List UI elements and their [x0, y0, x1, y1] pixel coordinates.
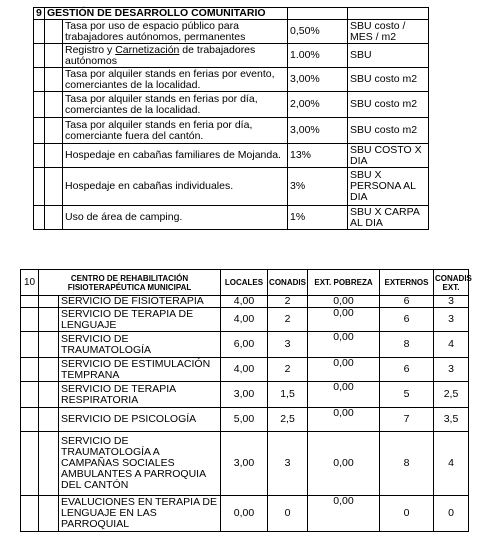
price-conadis-ext: 3 [434, 296, 469, 308]
price-locales: 6,00 [221, 332, 268, 358]
fee-description: Hospedaje en cabañas individuales. [63, 168, 288, 206]
table-row [34, 144, 429, 168]
table-row [34, 206, 429, 230]
table-row [21, 382, 469, 408]
price-conadis: 3 [268, 332, 308, 358]
fee-description: Uso de área de camping. [63, 206, 288, 230]
table-row [34, 168, 429, 206]
service-name: SERVICIO DE PSICOLOGÍA [59, 408, 221, 432]
table-row [21, 496, 469, 532]
price-conadis-ext: 4 [434, 332, 469, 358]
fee-basis: SBU [348, 44, 429, 68]
price-externos: 6 [380, 308, 434, 332]
fee-basis: SBU costo / MES / m2 [348, 20, 429, 44]
fee-basis: SBU COSTO X DIA [348, 144, 429, 168]
price-conadis-ext: 4 [434, 432, 469, 496]
price-locales: 5,00 [221, 408, 268, 432]
price-conadis: 2 [268, 308, 308, 332]
price-ext-pobreza: 0,00 [308, 308, 380, 332]
price-conadis: 2 [268, 358, 308, 382]
fee-basis: SBU X PERSONA AL DIA [348, 168, 429, 206]
table-row [34, 118, 429, 144]
section-title: GESTIÓN DE DESARROLLO COMUNITARIO [45, 8, 288, 20]
fee-rate: 2,00% [288, 92, 348, 118]
header-conadis: CONADIS [268, 270, 308, 296]
header-row [21, 270, 469, 296]
fee-rate: 3,00% [288, 68, 348, 92]
price-ext-pobreza: 0,00 [308, 432, 380, 496]
table-row [21, 358, 469, 382]
table-row [34, 20, 429, 44]
price-conadis: 1,5 [268, 382, 308, 408]
service-name: SERVICIO DE TRAUMATOLOGÍA A CAMPAÑAS SOCIALES AMBULANTES A PARROQUIA DEL CANTÓN [59, 432, 221, 496]
service-name: SERVICIO DE TERAPIA RESPIRATORIA [59, 382, 221, 408]
table-row [21, 296, 469, 308]
price-locales: 4,00 [221, 296, 268, 308]
price-externos: 6 [380, 358, 434, 382]
fee-basis: SBU costo m2 [348, 68, 429, 92]
price-externos: 8 [380, 432, 434, 496]
price-externos: 6 [380, 296, 434, 308]
price-externos: 7 [380, 408, 434, 432]
section-header-row [34, 8, 429, 20]
price-conadis: 2,5 [268, 408, 308, 432]
price-ext-pobreza: 0,00 [308, 332, 380, 358]
price-conadis-ext: 3,5 [434, 408, 469, 432]
service-name: SERVICIO DE FISIOTERAPIA [59, 296, 221, 308]
price-ext-pobreza: 0,00 [308, 496, 380, 532]
table-row [34, 68, 429, 92]
service-name: SERVICIO DE TRAUMATOLOGÍA [59, 332, 221, 358]
price-conadis: 3 [268, 432, 308, 496]
fee-rate: 3% [288, 168, 348, 206]
price-conadis-ext: 2,5 [434, 382, 469, 408]
section-number: 9 [34, 8, 45, 20]
header-locales: LOCALES [221, 270, 268, 296]
fee-description: Tasa por alquiler stands en feria por día, comerciante fuera del cantón. [63, 118, 288, 144]
fee-description: Tasa por uso de espacio público para trabajadores autónomos, permanentes [63, 20, 288, 44]
price-locales: 3,00 [221, 382, 268, 408]
table-row [21, 332, 469, 358]
header-ext-pobreza: EXT. POBREZA [308, 270, 380, 296]
service-name: EVALUCIONES EN TERAPIA DE LENGUAJE EN LAS PARROQUIAL [59, 496, 221, 532]
price-conadis-ext: 3 [434, 358, 469, 382]
table-row [21, 408, 469, 432]
fee-basis: SBU costo m2 [348, 118, 429, 144]
price-ext-pobreza: 0,00 [308, 358, 380, 382]
fee-description: Registro y Carnetización de trabajadores autónomos [63, 44, 288, 68]
table-row [34, 92, 429, 118]
community-development-fee-table [33, 7, 429, 230]
fee-description: Tasa por alquiler stands en ferias por día, comerciantes de la localidad. [63, 92, 288, 118]
table-row [21, 308, 469, 332]
fee-description: Hospedaje en cabañas familiares de Mojanda. [63, 144, 288, 168]
table-row [34, 44, 429, 68]
rehabilitation-center-fee-table [20, 269, 472, 532]
price-externos: 0 [380, 496, 434, 532]
price-ext-pobreza: 0,00 [308, 382, 380, 408]
table-row [21, 432, 469, 496]
service-name: SERVICIO DE TERAPIA DE LENGUAJE [59, 308, 221, 332]
price-locales: 4,00 [221, 358, 268, 382]
price-ext-pobreza: 0,00 [308, 408, 380, 432]
price-externos: 5 [380, 382, 434, 408]
price-conadis: 2 [268, 296, 308, 308]
price-conadis: 0 [268, 496, 308, 532]
fee-basis: SBU costo m2 [348, 92, 429, 118]
fee-rate: 1.00% [288, 44, 348, 68]
section-number: 10 [21, 270, 39, 296]
price-locales: 0,00 [221, 496, 268, 532]
header-center-title: CENTRO DE REHABILITACIÓN FISIOTERAPÉUTICA MUNICIPAL [39, 270, 221, 296]
fee-rate: 1% [288, 206, 348, 230]
price-conadis-ext: 3 [434, 308, 469, 332]
price-locales: 3,00 [221, 432, 268, 496]
header-conadis-ext: CONADIS EXT. [434, 270, 469, 296]
fee-basis: SBU X CARPA AL DIA [348, 206, 429, 230]
fee-rate: 3,00% [288, 118, 348, 144]
price-ext-pobreza: 0,00 [308, 296, 380, 308]
price-conadis-ext: 0 [434, 496, 469, 532]
fee-rate: 13% [288, 144, 348, 168]
fee-rate: 0,50% [288, 20, 348, 44]
price-externos: 8 [380, 332, 434, 358]
service-name: SERVICIO DE ESTIMULACIÓN TEMPRANA [59, 358, 221, 382]
price-locales: 4,00 [221, 308, 268, 332]
header-externos: EXTERNOS [380, 270, 434, 296]
fee-description: Tasa por alquiler stands en ferias por evento, comerciantes de la localidad. [63, 68, 288, 92]
